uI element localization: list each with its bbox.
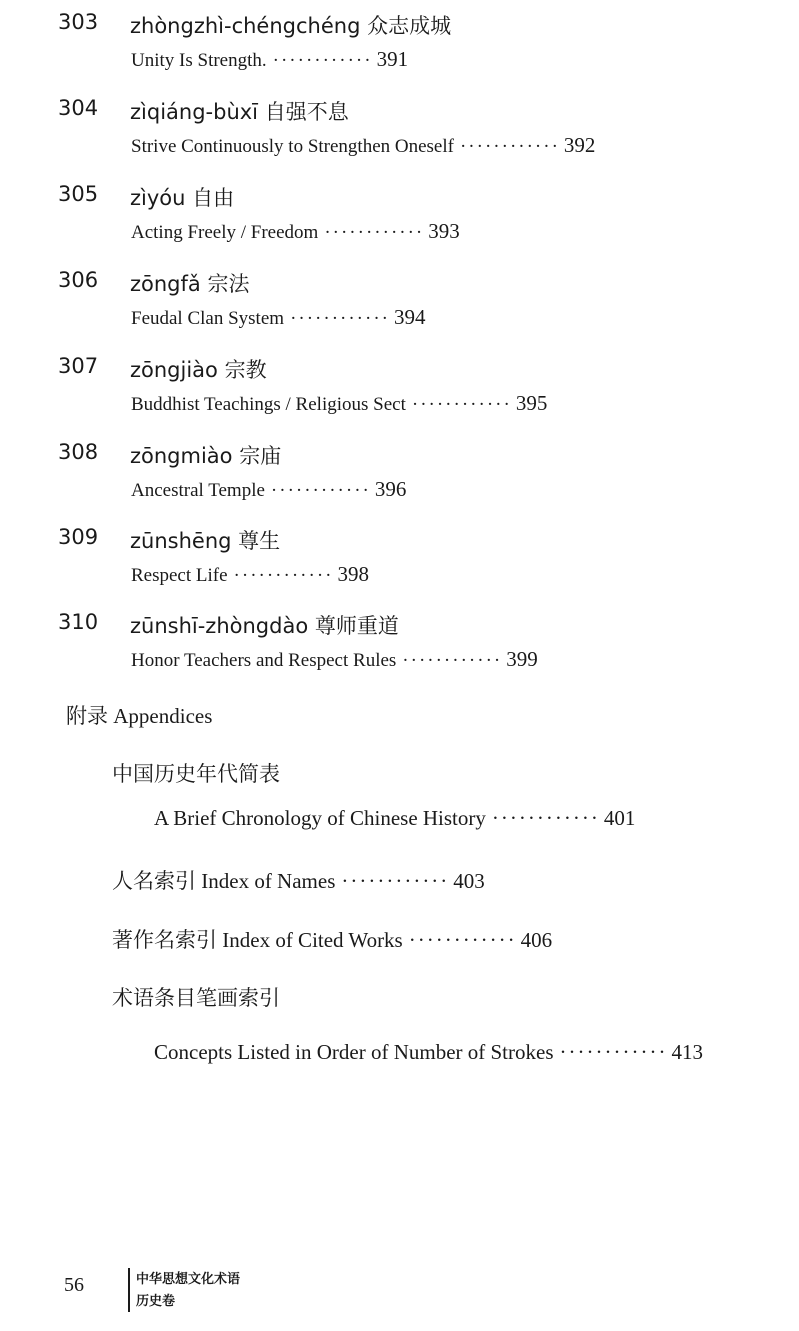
appendix-works-en: Index of Cited Works	[222, 928, 403, 952]
dot-leader: ············	[402, 650, 503, 671]
entry-hanzi: 自强不息	[264, 100, 349, 124]
appendix-chronology-en: A Brief Chronology of Chinese History	[154, 806, 486, 830]
entry-page: 394	[394, 305, 426, 329]
entry-subline	[131, 47, 408, 72]
dot-leader: ············	[324, 222, 425, 243]
entry-pinyin: zūnshī-zhòngdào	[130, 614, 309, 638]
entry-english: Respect Life	[131, 565, 228, 586]
entry-heading	[130, 525, 280, 555]
page-number: 56	[64, 1274, 84, 1296]
appendix-strokes-page: 413	[671, 1040, 703, 1064]
entry-page: 398	[337, 562, 369, 586]
entry-number: 307	[58, 354, 99, 378]
entry-number: 310	[58, 610, 99, 634]
entry-subline	[131, 133, 595, 158]
footer-divider	[128, 1268, 130, 1312]
footer-volume-title: 历史卷	[136, 1294, 176, 1309]
dot-leader: ············	[290, 308, 390, 329]
dot-leader: ············	[408, 928, 517, 952]
entry-subline	[131, 562, 369, 587]
appendix-chronology-title	[112, 758, 280, 788]
toc-entry	[0, 354, 799, 418]
entry-hanzi: 宗庙	[239, 444, 282, 468]
toc-entry	[0, 182, 799, 246]
entry-english: Buddhist Teachings / Religious Sect	[131, 394, 406, 415]
entry-hanzi: 宗法	[207, 272, 250, 296]
entry-hanzi: 众志成城	[367, 14, 452, 38]
footer-series-title: 中华思想文化术语	[136, 1272, 241, 1287]
entry-number: 308	[58, 440, 99, 464]
entry-pinyin: zìqiáng-bùxī	[130, 100, 259, 124]
appendices-title-zh: 附录	[66, 704, 108, 728]
entry-page: 396	[374, 477, 407, 501]
entry-heading	[130, 610, 399, 640]
appendix-strokes-line	[154, 1040, 703, 1065]
dot-leader: ············	[491, 806, 600, 830]
entry-subline	[131, 647, 538, 672]
toc-entry	[0, 96, 799, 160]
entry-number: 306	[58, 268, 99, 292]
entry-pinyin: zōngjiào	[130, 358, 218, 382]
entry-hanzi: 尊生	[238, 529, 281, 553]
entry-page: 392	[563, 133, 596, 157]
entry-pinyin: zōngfǎ	[130, 272, 201, 296]
dot-leader: ············	[411, 394, 512, 415]
appendix-names-zh: 人名索引	[112, 869, 196, 893]
appendix-chronology-line	[154, 806, 635, 831]
entry-number: 305	[58, 182, 99, 206]
appendix-strokes-en: Concepts Listed in Order of Number of Strokes	[154, 1040, 554, 1064]
entry-number: 309	[58, 525, 99, 549]
entry-heading	[130, 440, 281, 470]
dot-leader: ············	[459, 136, 560, 157]
dot-leader: ············	[272, 50, 373, 71]
entry-page: 399	[506, 647, 538, 671]
appendix-strokes-title	[112, 982, 280, 1012]
entry-page: 395	[515, 391, 548, 415]
toc-entry	[0, 610, 799, 674]
appendix-works-line	[112, 924, 552, 954]
entry-english: Feudal Clan System	[131, 308, 285, 329]
entry-page: 393	[428, 219, 460, 243]
entry-pinyin: zūnshēng	[130, 529, 232, 553]
appendix-chronology-page: 401	[603, 806, 636, 830]
toc-entry	[0, 440, 799, 504]
entry-hanzi: 宗教	[224, 358, 267, 382]
appendix-names-en: Index of Names	[201, 869, 336, 893]
appendices-title-en: Appendices	[113, 704, 213, 728]
entry-pinyin: zhòngzhì-chéngchéng	[130, 14, 361, 38]
entry-english: Unity Is Strength.	[131, 50, 267, 71]
entry-hanzi: 自由	[192, 186, 235, 210]
dot-leader: ············	[559, 1040, 668, 1064]
toc-entry	[0, 10, 799, 74]
appendices-heading	[66, 700, 212, 730]
entry-subline	[131, 477, 406, 502]
dot-leader: ············	[270, 480, 371, 501]
appendix-strokes-zh: 术语条目笔画索引	[112, 986, 280, 1010]
entry-english: Ancestral Temple	[131, 480, 265, 501]
entry-heading	[130, 10, 451, 40]
toc-entry	[0, 268, 799, 332]
entry-page: 391	[376, 47, 409, 71]
entry-english: Acting Freely / Freedom	[131, 222, 319, 243]
dot-leader: ············	[341, 869, 450, 893]
entry-heading	[130, 182, 234, 212]
entry-subline	[131, 219, 460, 244]
toc-entry	[0, 525, 799, 589]
entry-english: Strive Continuously to Strengthen Oneself	[131, 136, 454, 157]
entry-subline	[131, 305, 426, 330]
appendix-names-page: 403	[453, 869, 485, 893]
dot-leader: ············	[233, 565, 334, 586]
entry-heading	[130, 354, 267, 384]
appendix-names-line	[112, 865, 485, 895]
entry-hanzi: 尊师重道	[314, 614, 399, 638]
appendix-works-zh: 著作名索引	[112, 928, 217, 952]
entry-pinyin: zìyóu	[130, 186, 186, 210]
entry-english: Honor Teachers and Respect Rules	[131, 650, 397, 671]
entry-pinyin: zōngmiào	[130, 444, 233, 468]
appendix-chronology-zh: 中国历史年代简表	[112, 762, 280, 786]
entry-heading	[130, 268, 249, 298]
entry-heading	[130, 96, 349, 126]
entry-subline	[131, 391, 547, 416]
entry-number: 303	[58, 10, 99, 34]
entry-number: 304	[58, 96, 99, 120]
appendix-works-page: 406	[520, 928, 553, 952]
